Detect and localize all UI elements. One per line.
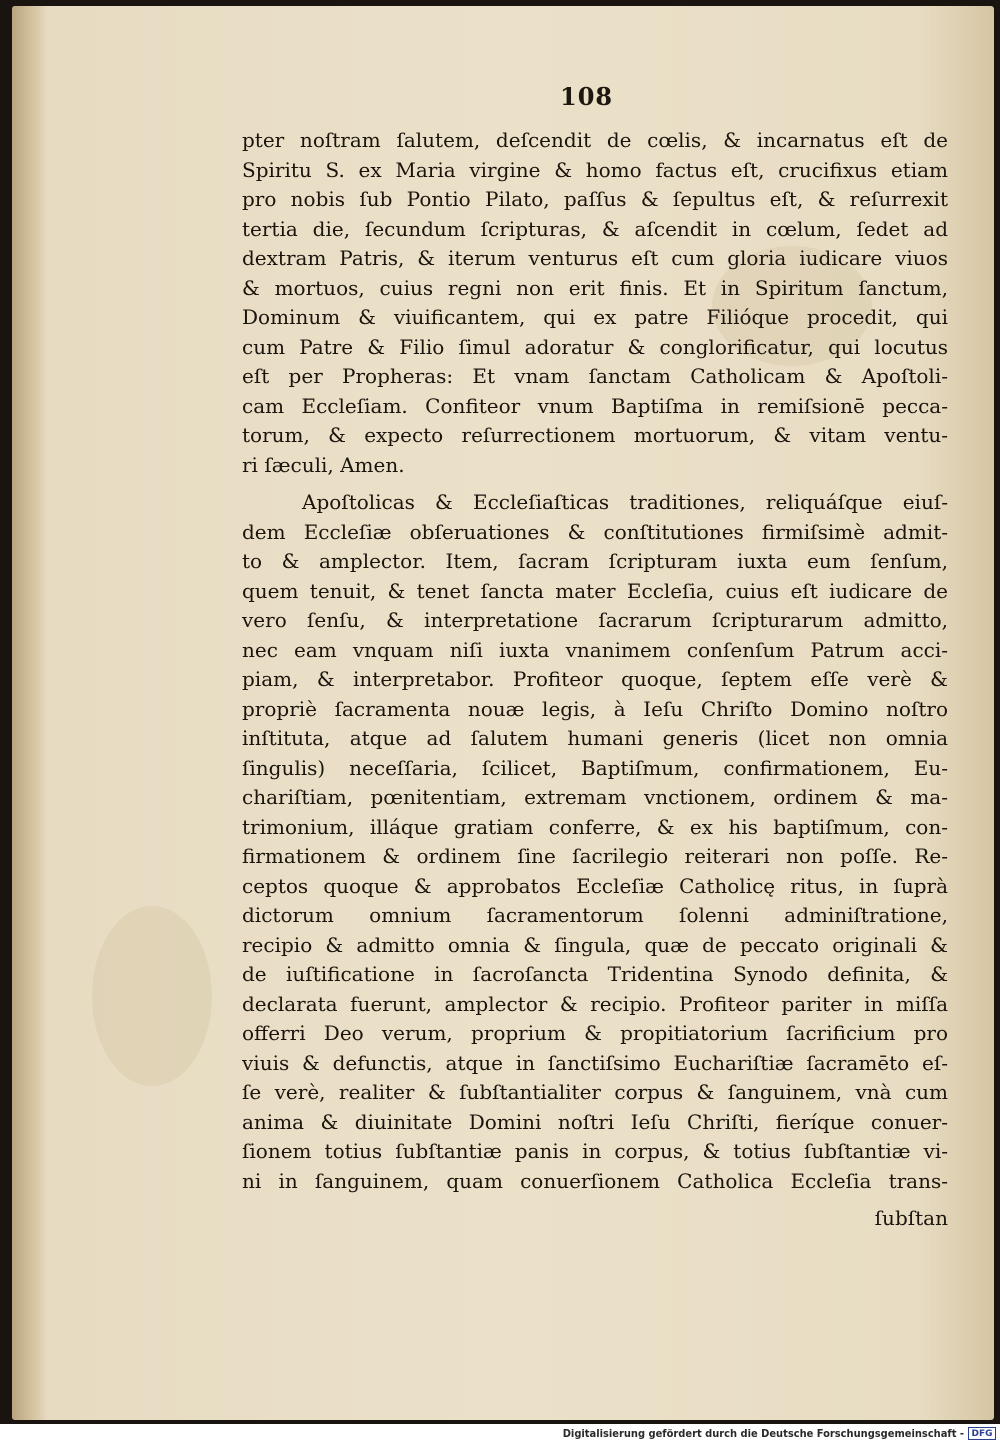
- text-line: quem tenuit, & tenet ſancta mater Eccleſia, cuius eſt iudicare de: [242, 578, 948, 603]
- text-line: trimonium, illáque gratiam conferre, & ex his baptiſmum, con-: [242, 814, 948, 839]
- text-line: Apoſtolicas & Eccleſiaſticas traditiones, reliquáſque eiuſ-: [302, 490, 948, 514]
- dfg-logo-icon: DFG: [968, 1427, 996, 1440]
- text-line: nec eam vnquam niſi iuxta vnanimem conſenſum Patrum acci-: [242, 637, 948, 662]
- paragraph-traditions: [242, 488, 948, 1196]
- text-line: & mortuos, cuius regni non erit finis. Et in Spiritum ſanctum,: [242, 275, 948, 300]
- text-line: propriè ſacramenta nouæ legis, à Ieſu Chriſto Domino noſtro: [242, 696, 948, 721]
- text-line: chariſtiam, pœnitentiam, extremam vnctionem, ordinem & ma-: [242, 785, 948, 809]
- text-line: cum Patre & Filio ſimul adoratur & conglorificatur, qui locutus: [242, 334, 948, 359]
- paper-stain: [92, 906, 212, 1086]
- page-number: 108: [560, 82, 614, 111]
- text-line: inſtituta, atque ad ſalutem humani generis (licet non omnia: [242, 726, 948, 750]
- text-line: ni in ſanguinem, quam conuerſionem Catholica Eccleſia trans-: [242, 1168, 948, 1193]
- text-line: offerri Deo verum, proprium & propitiatorium ſacrificium pro: [242, 1021, 948, 1045]
- catchword: ſubſtan: [874, 1206, 948, 1230]
- paragraph-creed: [242, 126, 948, 480]
- text-line: recipio & admitto omnia & ſingula, quæ de peccato originali &: [242, 932, 948, 957]
- text-line: pter noſtram ſalutem, deſcendit de cœlis, & incarnatus eſt de: [242, 128, 948, 152]
- text-line: ri ſæculi, Amen.: [242, 452, 405, 477]
- text-line: piam, & interpretabor. Profiteor quoque, ſeptem eſſe verè &: [242, 667, 948, 691]
- text-line: ſingulis) neceſſaria, ſcilicet, Baptiſmum, confirmationem, Eu-: [242, 755, 948, 780]
- text-line: Spiritu S. ex Maria virgine & homo factus eſt, crucifixus etiam: [242, 157, 948, 182]
- text-line: dextram Patris, & iterum venturus eſt cum gloria iudicare viuos: [242, 246, 948, 270]
- text-line: declarata fuerunt, amplector & recipio. Profiteor pariter in miſſa: [242, 991, 948, 1016]
- body-text: [242, 126, 948, 1234]
- text-line: to & amplector. Item, ſacram ſcripturam iuxta eum ſenſum,: [242, 549, 948, 573]
- text-line: ſe verè, realiter & ſubſtantialiter corpus & ſanguinem, vnà cum: [242, 1080, 948, 1104]
- text-line: Dominum & viuificantem, qui ex patre Filióque procedit, qui: [242, 305, 948, 329]
- funding-credit: Digitalisierung gefördert durch die Deutsche Forschungsgemeinschaft -: [562, 1427, 964, 1440]
- text-line: viuis & defunctis, atque in ſanctiſsimo Euchariſtiæ ſacramēto eſ-: [242, 1050, 948, 1075]
- text-line: dictorum omnium ſacramentorum ſolenni adminiſtratione,: [242, 903, 948, 927]
- text-line: tertia die, ſecundum ſcripturas, & aſcendit in cœlum, ſedet ad: [242, 216, 948, 241]
- text-line: firmationem & ordinem ſine ſacrilegio reiterari non poſſe. Re-: [242, 844, 948, 868]
- page-gutter-shadow: [12, 6, 46, 1420]
- text-line: cam Eccleſiam. Confiteor vnum Baptiſma in remiſsionē pecca-: [242, 393, 948, 418]
- text-line: ſionem totius ſubſtantiæ panis in corpus, & totius ſubſtantiæ vi-: [242, 1139, 948, 1163]
- text-line: de iuſtificatione in ſacroſancta Tridentina Synodo definita, &: [242, 962, 948, 986]
- text-line: vero ſenſu, & interpretatione ſacrarum ſcripturarum admitto,: [242, 608, 948, 632]
- text-line: anima & diuinitate Domini noſtri Ieſu Chriſti, fieríque conuer-: [242, 1109, 948, 1134]
- text-line: torum, & expecto reſurrectionem mortuorum, & vitam ventu-: [242, 423, 948, 447]
- digitization-footer: [0, 1424, 1000, 1444]
- text-line: eſt per Propheras: Et vnam ſanctam Catholicam & Apoſtoli-: [242, 364, 948, 388]
- text-line: pro nobis ſub Pontio Pilato, paſſus & ſepultus eſt, & reſurrexit: [242, 187, 948, 211]
- text-line: ceptos quoque & approbatos Eccleſiæ Catholicę ritus, in ſuprà: [242, 873, 948, 898]
- text-line: dem Eccleſiæ obſeruationes & conſtitutiones firmiſsimè admit-: [242, 519, 948, 544]
